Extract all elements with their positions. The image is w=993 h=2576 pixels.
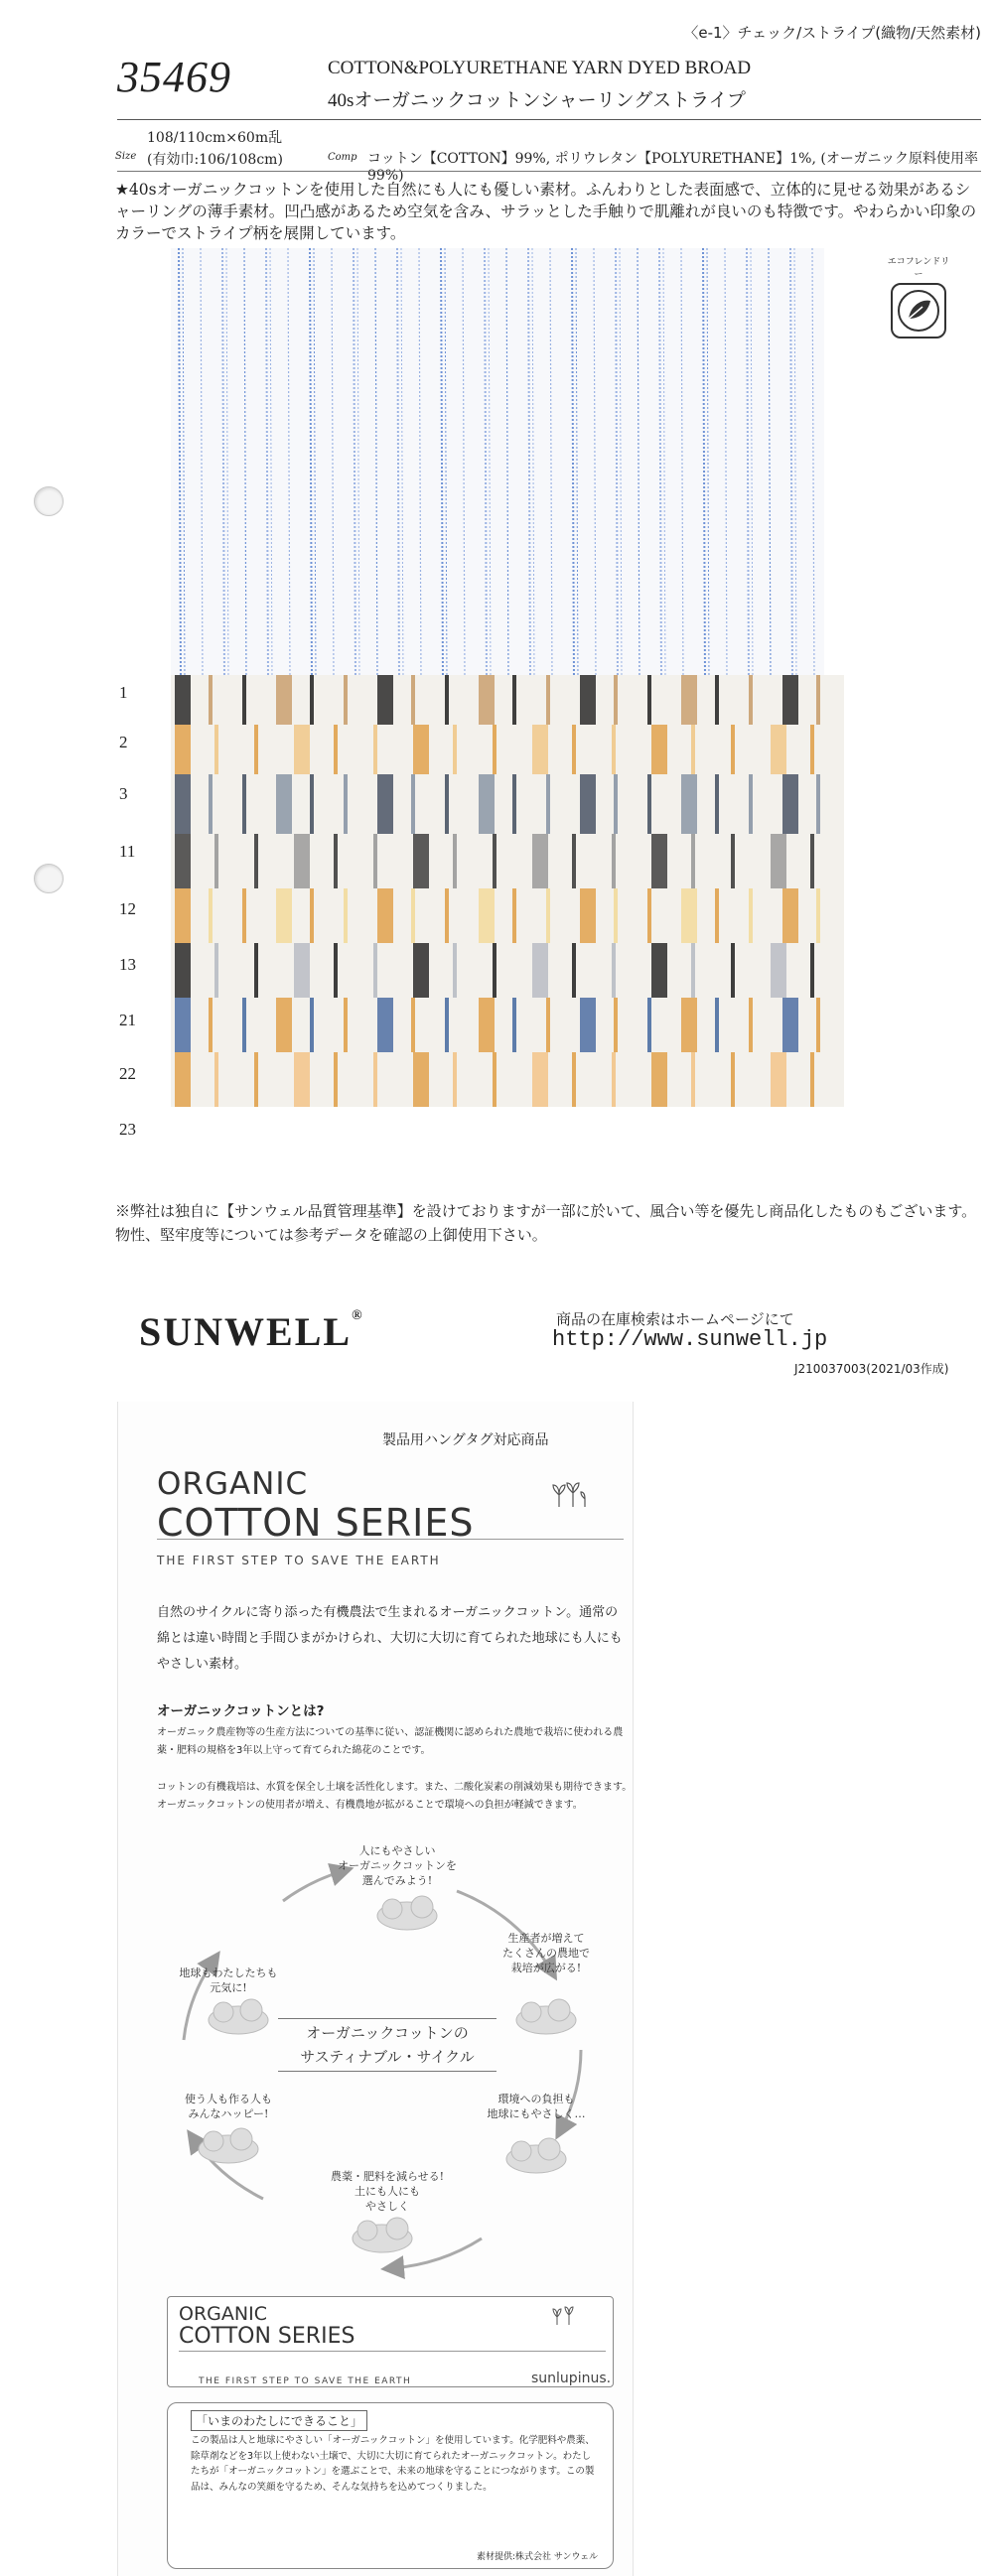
fabric-swatch: [171, 248, 884, 1191]
stripe: [493, 943, 496, 998]
hang-tag-note: 製品用ハングタグ対応商品: [382, 1432, 549, 1448]
section-paragraph-2: コットンの有機栽培は、水質を保全し土壌を活性化します。また、二酸化炭素の削減効果も期待できます。オーガニックコットンの使用者が増え、有機農地が拡がることで環境への負担が軽減できます。: [157, 1782, 633, 1811]
swatch-23: [171, 1052, 844, 1107]
stripe: [651, 943, 667, 998]
stripe: [580, 998, 596, 1052]
stripe: [294, 943, 310, 998]
stripe: [749, 774, 753, 834]
stripe: [214, 725, 218, 774]
stripe: [651, 725, 667, 774]
stripe: [411, 675, 415, 725]
stripe: [254, 834, 258, 888]
swatch-label-11: 11: [119, 842, 136, 861]
stripe: [614, 998, 618, 1052]
stripe: [413, 834, 429, 888]
document-id: J210037003(2021/03作成): [794, 1362, 949, 1376]
stripe: [749, 888, 753, 943]
stripe: [782, 888, 798, 943]
stock-search-note: 商品の在庫検索はホームページにて: [556, 1310, 794, 1328]
stripe: [373, 834, 377, 888]
stripe: [691, 725, 695, 774]
stripe: [681, 675, 697, 725]
mini-brand: sunlupinus.: [531, 2371, 612, 2386]
product-title-jp: 40sオーガニックコットンシャーリングストライプ: [328, 90, 746, 111]
stripe: [651, 1052, 667, 1107]
stripe: [614, 774, 618, 834]
swatch-label-1: 1: [119, 683, 128, 702]
stripe: [715, 774, 719, 834]
stripe: [175, 1052, 191, 1107]
eco-friendly-label: エコフレンドリー: [887, 257, 950, 280]
stripe: [334, 834, 338, 888]
swatch-label-3: 3: [119, 784, 128, 803]
swatch-2: [171, 675, 844, 725]
size-value-2: (有効巾:106/108cm): [147, 152, 283, 168]
stripe: [254, 943, 258, 998]
stripe: [493, 834, 496, 888]
stripe: [651, 834, 667, 888]
stripe: [580, 675, 596, 725]
series-tagline: THE FIRST STEP TO SAVE THE EARTH: [157, 1554, 441, 1567]
series-intro: 自然のサイクルに寄り添った有機農法で生まれるオーガニックコットン。通常の綿とは違い時間と手間ひまがかけられ、大切に大切に育てられた地球にも人にもやさしい素材。: [157, 1605, 623, 1672]
cycle-step-2: 生産者が増えて たくさんの農地で 栽培が広がる!: [502, 1932, 590, 1974]
stripe: [344, 774, 348, 834]
stripe: [782, 675, 798, 725]
stripe: [209, 774, 213, 834]
stripe: [771, 725, 786, 774]
cycle-center: [278, 2018, 496, 2072]
stripe: [294, 834, 310, 888]
stripe: [310, 774, 314, 834]
stripe: [512, 675, 516, 725]
stripe: [453, 834, 457, 888]
cycle-step-1: 人にもやさしい オーガニックコットンを 選んでみよう!: [338, 1844, 457, 1887]
brand-logo: [139, 1308, 364, 1355]
stripe: [546, 774, 550, 834]
cycle-step-4: 農薬・肥料を減らせる! 土にも人にも やさしく: [330, 2170, 445, 2213]
stripe: [377, 888, 393, 943]
stripe: [276, 888, 292, 943]
stripe: [512, 774, 516, 834]
eco-friendly-badge: [884, 254, 953, 339]
swatch-12: [171, 834, 844, 888]
leaf-icon: [891, 283, 946, 339]
stripe: [254, 1052, 258, 1107]
swatch-1: [171, 248, 824, 681]
stripe: [310, 888, 314, 943]
stripe: [731, 725, 735, 774]
stripe: [175, 834, 191, 888]
stripe: [453, 943, 457, 998]
stripe: [782, 774, 798, 834]
stripe: [681, 774, 697, 834]
stripe: [214, 834, 218, 888]
stripe: [731, 1052, 735, 1107]
cycle-center-line2: サスティナブル・サイクル: [300, 2048, 475, 2066]
stripe: [612, 1052, 616, 1107]
stripe: [749, 675, 753, 725]
stripe: [572, 1052, 576, 1107]
stripe: [546, 998, 550, 1052]
stripe: [731, 834, 735, 888]
stripe: [377, 675, 393, 725]
stripe: [411, 774, 415, 834]
message-card-body: この製品は人と地球にやさしい「オーガニックコットン」を使用しています。化学肥料や農薬、除草剤などを3年以上使わない土壌で、大切に大切に育てられたオーガニックコットン。わたしたちが「オーガニックコットン」を選ぶことで、未来の地球を守ることにつながります。この製品は、みんなの笑顔を守るため、そんな気持ちを込めてつくりました。: [191, 2435, 595, 2493]
stripe: [771, 1052, 786, 1107]
stripe: [209, 675, 213, 725]
stripe: [242, 998, 246, 1052]
stripe: [175, 998, 191, 1052]
stripe: [413, 1052, 429, 1107]
stripe: [344, 998, 348, 1052]
swatch-label-2: 2: [119, 733, 128, 751]
stripe: [681, 888, 697, 943]
stripe: [344, 675, 348, 725]
stripe: [810, 834, 814, 888]
stripe: [647, 675, 651, 725]
product-description: ★40sオーガニックコットンを使用した自然にも人にも優しい素材。ふんわりとした表面感で、立体的に見せる効果があるシャーリングの薄手素材。凹凸感があるため空気を含み、サラッとした手触りで肌離れが良いのも特徴です。やわらかい印象のカラーでストライプ柄を展開しています。: [115, 181, 977, 242]
message-card-title: 「いまのわたしにできること」: [191, 2410, 367, 2431]
stripe: [691, 1052, 695, 1107]
stripe: [377, 998, 393, 1052]
stripe: [715, 675, 719, 725]
stripe: [715, 998, 719, 1052]
stripe: [254, 725, 258, 774]
stripe: [334, 1052, 338, 1107]
swatch-label-23: 23: [119, 1120, 136, 1139]
stripe: [445, 998, 449, 1052]
sustainable-cycle-diagram: [154, 1841, 621, 2298]
series-title-line2: COTTON SERIES: [157, 1501, 475, 1545]
divider: [179, 2351, 606, 2352]
stripe: [572, 834, 576, 888]
stripe: [810, 943, 814, 998]
stripe: [532, 834, 548, 888]
stripe: [242, 888, 246, 943]
stripe: [411, 888, 415, 943]
stripe: [334, 943, 338, 998]
size-label: Size: [115, 151, 137, 162]
composition-value: コットン【COTTON】99%, ポリウレタン【POLYURETHANE】1%, (オーガニック原料使用率99%): [367, 151, 978, 184]
stripe: [816, 888, 820, 943]
stripe: [691, 943, 695, 998]
swatch-3: [171, 725, 844, 774]
registered-mark: ®: [352, 1308, 364, 1323]
stripe: [512, 998, 516, 1052]
divider: [117, 119, 981, 120]
stripe: [580, 774, 596, 834]
stripe: [294, 725, 310, 774]
stripe: [214, 1052, 218, 1107]
stripe: [647, 998, 651, 1052]
stripe: [413, 725, 429, 774]
stripe: [175, 943, 191, 998]
stripe: [175, 725, 191, 774]
stripe: [816, 998, 820, 1052]
stripe: [310, 998, 314, 1052]
stripe: [691, 834, 695, 888]
stripe: [445, 888, 449, 943]
stripe: [546, 675, 550, 725]
stripe: [614, 675, 618, 725]
stripe: [715, 888, 719, 943]
stripe: [771, 834, 786, 888]
brand-name: SUNWELL: [139, 1309, 353, 1354]
stripe: [209, 888, 213, 943]
stripe: [731, 943, 735, 998]
size-value-1: 108/110cm×60m乱: [147, 130, 283, 146]
swatch-11: [171, 774, 844, 834]
stripe: [479, 888, 495, 943]
stripe: [810, 1052, 814, 1107]
category-label: 〈e-1〉チェック/ストライプ(織物/天然素材): [683, 24, 981, 42]
swatch-label-12: 12: [119, 899, 136, 918]
series-title-line1: ORGANIC: [157, 1466, 309, 1502]
stripe: [493, 725, 496, 774]
stripe: [214, 943, 218, 998]
product-code: 35469: [117, 53, 231, 101]
cycle-step-6: 地球もわたしたちも 元気に!: [179, 1966, 278, 1994]
stripe: [816, 675, 820, 725]
swatch-label-13: 13: [119, 955, 136, 974]
cycle-step-3: 環境への負担も 地球にもやさしく…: [487, 2093, 586, 2120]
stripe: [647, 774, 651, 834]
swatch-label-21: 21: [119, 1011, 136, 1029]
stripe: [810, 725, 814, 774]
divider: [117, 171, 981, 172]
stripe: [479, 998, 495, 1052]
stripe: [445, 675, 449, 725]
message-card-footer: 素材提供:株式会社 サンウェル: [477, 2552, 599, 2562]
stripe: [445, 774, 449, 834]
stripe: [532, 1052, 548, 1107]
stripe: [411, 998, 415, 1052]
stripe: [493, 1052, 496, 1107]
stripe: [413, 943, 429, 998]
stripe: [614, 888, 618, 943]
stripe: [771, 943, 786, 998]
stripe: [242, 675, 246, 725]
mini-series-line2: COTTON SERIES: [179, 2324, 355, 2349]
divider: [157, 1539, 624, 1540]
cycle-step-5: 使う人も作る人も みんなハッピー!: [185, 2093, 272, 2120]
binder-hole: [34, 486, 64, 516]
stripe: [512, 888, 516, 943]
stripe: [453, 725, 457, 774]
swatch-13: [171, 888, 844, 943]
website-link[interactable]: http://www.sunwell.jp: [552, 1327, 828, 1352]
sprout-icon: [551, 1479, 591, 1509]
stripe: [373, 943, 377, 998]
binder-hole: [34, 864, 64, 893]
stripe: [175, 675, 191, 725]
stripe: [612, 943, 616, 998]
stripe: [647, 888, 651, 943]
stripe: [242, 774, 246, 834]
stripe: [209, 998, 213, 1052]
stripe: [782, 998, 798, 1052]
stripe: [310, 675, 314, 725]
section-paragraph-1: オーガニック農産物等の生産方法についての基準に従い、認証機関に認められた農地で栽培に使われる農薬・肥料の規格を3年以上守って育てられた綿花のことです。: [157, 1727, 624, 1756]
stripe: [334, 725, 338, 774]
mini-series-line1: ORGANIC: [179, 2303, 267, 2325]
section-heading: オーガニックコットンとは?: [157, 1703, 325, 1719]
swatch-22: [171, 998, 844, 1052]
stripe: [276, 675, 292, 725]
sprout-icon: [551, 2305, 581, 2327]
stripe: [546, 888, 550, 943]
stripe: [175, 774, 191, 834]
stripe: [373, 725, 377, 774]
product-title-en: COTTON&POLYURETHANE YARN DYED BROAD: [328, 58, 752, 78]
stripe: [612, 834, 616, 888]
stripe: [572, 943, 576, 998]
stripe: [532, 725, 548, 774]
stripe: [612, 725, 616, 774]
stripe: [681, 998, 697, 1052]
cycle-center-line1: オーガニックコットンの: [306, 2024, 469, 2042]
swatch-21: [171, 943, 844, 998]
swatch-label-22: 22: [119, 1064, 136, 1083]
stripe: [749, 998, 753, 1052]
stripe: [816, 774, 820, 834]
stripe: [532, 943, 548, 998]
composition-label: Comp: [328, 152, 357, 163]
stripe: [479, 675, 495, 725]
stripe: [344, 888, 348, 943]
stripe: [479, 774, 495, 834]
mini-tagline: THE FIRST STEP TO SAVE THE EARTH: [199, 2376, 412, 2386]
stripe: [175, 888, 191, 943]
stripe: [373, 1052, 377, 1107]
stripe: [453, 1052, 457, 1107]
swatch-graphic: [171, 248, 884, 1191]
stripe: [572, 725, 576, 774]
quality-note: ※弊社は独自に【サンウェル品質管理基準】を設けておりますが一部に於いて、風合い等を優先し商品化したものもございます。物性、堅牢度等については参考データを確認の上御使用下さい。: [115, 1202, 977, 1244]
stripe: [276, 774, 292, 834]
stripe: [294, 1052, 310, 1107]
stripe: [276, 998, 292, 1052]
stripe: [377, 774, 393, 834]
stripe: [580, 888, 596, 943]
